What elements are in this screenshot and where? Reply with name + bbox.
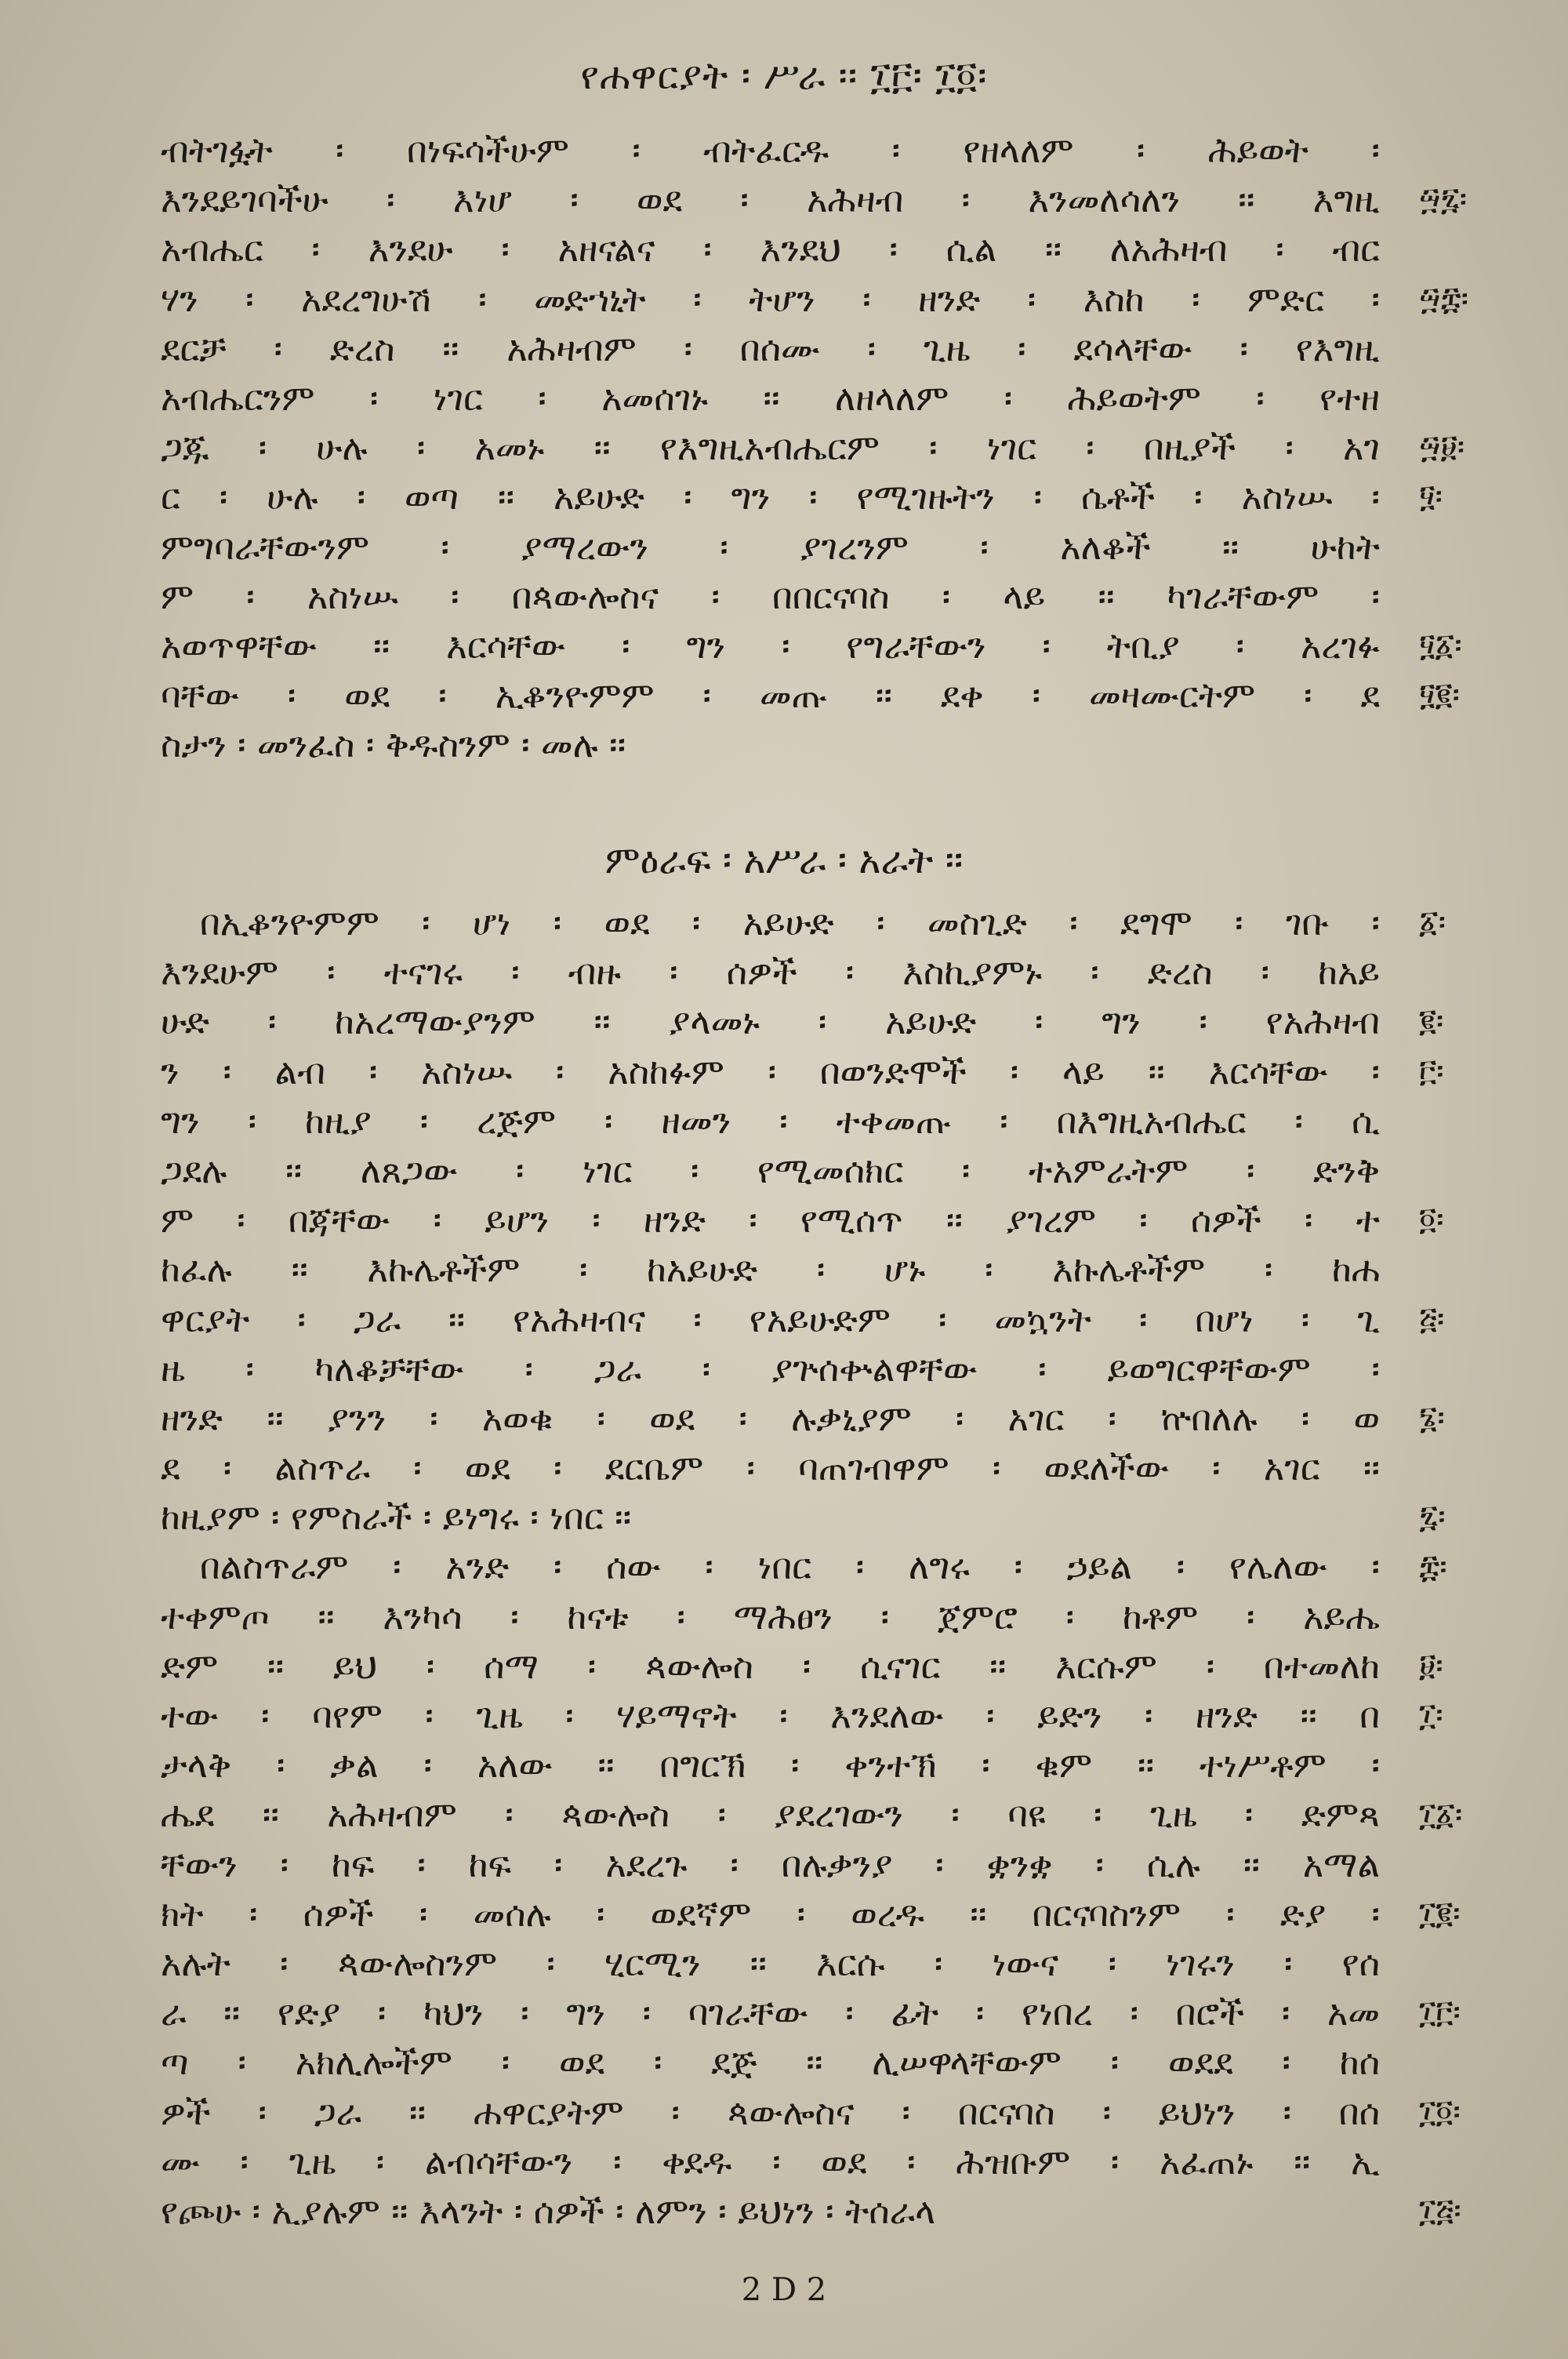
running-header: የሐዋርያት ፡ ሥራ ፡፡ ፲፫፡ ፲፬፡ bbox=[580, 54, 988, 98]
verse-number: ፶፡ bbox=[1419, 478, 1443, 515]
text-line: እንደይገባችሁ ፡ እነሆ ፡ ወደ ፡ አሕዛብ ፡ እንመለሳለን ፡፡ እግዚ bbox=[161, 179, 1380, 221]
verse-number: ፶፩፡ bbox=[1419, 627, 1462, 663]
verse-number: ፲፬፡ bbox=[1419, 2093, 1461, 2130]
text-line: ቸውን ፡ ከፍ ፡ ከፍ ፡ አደረጉ ፡ በሉቃንያ ፡ ቋንቋ ፡ ሲሉ ፡፡ አማል bbox=[161, 1843, 1380, 1885]
verse-number: ፲፭፡ bbox=[1419, 2193, 1461, 2230]
text-line: ድም ፡፡ ይህ ፡ ሰማ ፡ ጳውሎስ ፡ ሲናገር ፡፡ እርሱም ፡ በተመለከ bbox=[161, 1645, 1380, 1687]
chapter-title: ምዕራፍ ፡ አሥራ ፡ አራት ፡፡ bbox=[604, 838, 964, 882]
text-line: ክት ፡ ሰዎች ፡ መሰሉ ፡ ወደኛም ፡ ወረዱ ፡፡ በርናባስንም ፡ ድያ ፡ bbox=[161, 1892, 1380, 1935]
text-line: ን ፡ ልብ ፡ አስነሡ ፡ አስከፉም ፡ በወንድሞች ፡ ላይ ፡፡ እርሳቸው ፡ bbox=[161, 1050, 1380, 1092]
text-line: አወጥዋቸው ፡፡ እርሳቸው ፡ ግን ፡ የግራቸውን ፡ ትቢያ ፡ አረገፉ bbox=[161, 624, 1380, 667]
verse-number: ፮፡ bbox=[1419, 1400, 1445, 1436]
text-line: በልስጥራም ፡ አንድ ፡ ሰው ፡ ነበር ፡ ለግሩ ፡ ኃይል ፡ የሌለው ፡ bbox=[200, 1546, 1380, 1588]
text-line: ዜ ፡ ካለቆቻቸው ፡ ጋራ ፡ ያጕሰቍልዋቸው ፡ ይወግርዋቸውም ፡ bbox=[161, 1347, 1380, 1390]
text-line: ዘንድ ፡፡ ያንን ፡ አወቁ ፡ ወደ ፡ ሉቃኒያም ፡ አገር ፡ ኵበለሉ ፡ ወ bbox=[161, 1397, 1380, 1439]
text-line: ምግባራቸውንም ፡ ያማረውን ፡ ያገረንም ፡ አለቆች ፡፡ ሁከት bbox=[161, 525, 1380, 568]
verse-number: ፲፫፡ bbox=[1419, 1994, 1461, 2031]
text-block-chapter-13 bbox=[161, 125, 1380, 769]
text-line: እንደሁም ፡ ተናገሩ ፡ ብዙ ፡ ሰዎች ፡ እስኪያምኑ ፡ ድረስ ፡ ከአይ bbox=[161, 951, 1380, 994]
verse-number: ፲፩፡ bbox=[1419, 1796, 1463, 1833]
text-line: ም ፡ በጃቸው ፡ ይሆን ፡ ዘንድ ፡ የሚሰጥ ፡፡ ያገረም ፡ ሰዎች ፡ ተ bbox=[161, 1199, 1380, 1241]
text-line: ራ ፡፡ የድያ ፡ ካህን ፡ ግን ፡ ባገራቸው ፡ ፊት ፡ የነበረ ፡ በሮች ፡ አመ bbox=[161, 1992, 1380, 2034]
verse-number: ፰፡ bbox=[1419, 1548, 1447, 1585]
text-line: አብሔርንም ፡ ነገር ፡ አመሰገኑ ፡፡ ለዘላለም ፡ ሕይወትም ፡ የተዘ bbox=[161, 376, 1380, 419]
text-line: ተቀምጦ ፡፡ እንካሳ ፡ ከናቱ ፡ ማሕፀን ፡ ጀምሮ ፡ ከቶም ፡ አይሔ bbox=[161, 1595, 1380, 1637]
text-line: በኢቆንዮምም ፡ ሆነ ፡ ወደ ፡ አይሁድ ፡ መስጊድ ፡ ደግሞ ፡ ገቡ ፡ bbox=[200, 902, 1380, 943]
text-line: ግን ፡ ከዚያ ፡ ረጅም ፡ ዘመን ፡ ተቀመጡ ፡ በእግዚአብሔር ፡ ሲ bbox=[161, 1100, 1380, 1142]
text-line: ታላቅ ፡ ቃል ፡ አለው ፡፡ በግርኽ ፡ ቀንተኽ ፡ ቁም ፡፡ ተነሥቶም ፡ bbox=[161, 1744, 1380, 1787]
text-line: ሁድ ፡ ከአረማውያንም ፡፡ ያላመኑ ፡ አይሁድ ፡ ግን ፡ የአሕዛብ bbox=[161, 1001, 1380, 1043]
verse-number: ፫፡ bbox=[1419, 1052, 1444, 1089]
text-line: ባቸው ፡ ወደ ፡ ኢቆንዮምም ፡ መጡ ፡፡ ደቀ ፡ መዛሙርትም ፡ ደ bbox=[161, 674, 1380, 717]
verse-number: ፲፪፡ bbox=[1419, 1896, 1461, 1932]
text-line: ከፈሉ ፡፡ እኩሌቶችም ፡ ከአይሁድ ፡ ሆኑ ፡ እኩሌቶችም ፡ ከሐ bbox=[161, 1249, 1380, 1291]
verse-number: ፱፡ bbox=[1419, 1648, 1443, 1684]
text-line: ር ፡ ሁሉ ፡ ወጣ ፡፡ አይሁድ ፡ ግን ፡ የሚገዙትን ፡ ሴቶች ፡ አስነሡ ፡ bbox=[161, 476, 1380, 518]
verse-number: ፵፯፡ bbox=[1419, 181, 1468, 218]
verse-number: ፵፱፡ bbox=[1419, 429, 1465, 466]
text-line: ዋርያት ፡ ጋራ ፡፡ የአሕዛብና ፡ የአይሁድም ፡ መኳንት ፡ በሆነ ፡ ጊ bbox=[161, 1298, 1380, 1340]
text-line: ደ ፡ ልስጥራ ፡ ወደ ፡ ደርቤም ፡ ባጠገብዋም ፡ ወደለችው ፡ አገር ፡፡ bbox=[161, 1447, 1380, 1489]
text-line: ሔደ ፡፡ አሕዛብም ፡ ጳውሎስ ፡ ያደረገውን ፡ ባዩ ፡ ጊዜ ፡ ድምጻ bbox=[161, 1794, 1380, 1836]
text-line: አሉት ፡ ጳውሎስንም ፡ ሂርሚን ፡፡ እርሱ ፡ ነውና ፡ ነገሩን ፡ የሰ bbox=[161, 1942, 1380, 1984]
text-line: ከዚያም ፡ የምስራች ፡ ይነግሩ ፡ ነበር ፡፡ bbox=[161, 1496, 632, 1539]
text-line: ስታን ፡ መንፈስ ፡ ቅዱስንም ፡ መሉ ፡፡ bbox=[161, 724, 626, 766]
verse-number: ፪፡ bbox=[1419, 1003, 1444, 1040]
text-line: ጋጁ ፡ ሁሉ ፡ አመኑ ፡፡ የእግዚአብሔርም ፡ ነገር ፡ በዚያች ፡ አገ bbox=[161, 427, 1380, 469]
text-line: አብሔር ፡ እንደሁ ፡ አዘናልና ፡ እንደህ ፡ ሲል ፡፡ ለአሕዛብ ፡ ብር bbox=[161, 228, 1380, 271]
verse-number: ፬፡ bbox=[1419, 1201, 1444, 1238]
text-line: ሙ ፡ ጊዜ ፡ ልብሳቸውን ፡ ቀደዱ ፡ ወደ ፡ ሕዝቡም ፡ አፈጠኑ ፡፡ ኢ bbox=[161, 2140, 1380, 2183]
verse-number: ፶፪፡ bbox=[1419, 677, 1460, 714]
text-line: የጮሁ ፡ ኢያሉም ፡፡ እላንት ፡ ሰዎች ፡ ለምን ፡ ይህነን ፡ ትሰራላ bbox=[161, 2190, 936, 2232]
text-line: ሃን ፡ አደረግሁሽ ፡ መድኀኒት ፡ ትሆን ፡ ዘንድ ፡ እስከ ፡ ምድር ፡ bbox=[161, 278, 1380, 320]
text-line: ጣ ፡ አክሊሎችም ፡ ወደ ፡ ደጅ ፡፡ ሊሠዋላቸውም ፡ ወደደ ፡ ከሰ bbox=[161, 2041, 1380, 2084]
text-line: ም ፡ አስነሡ ፡ በጳውሎስና ፡ በበርናባስ ፡ ላይ ፡፡ ካገራቸውም ፡ bbox=[161, 575, 1380, 617]
text-line: ዎች ፡ ጋራ ፡፡ ሐዋርያትም ፡ ጳውሎስና ፡ በርናባስ ፡ ይህነን ፡ በሰ bbox=[161, 2091, 1380, 2133]
text-line: ጋደሉ ፡፡ ለጸጋው ፡ ነገር ፡ የሚመሰክር ፡ ተአምራትም ፡ ድንቅ bbox=[161, 1149, 1380, 1191]
verse-number: ፩፡ bbox=[1419, 904, 1446, 940]
text-line: ተው ፡ ባየም ፡ ጊዜ ፡ ሃይማኖት ፡ እንደለው ፡ ይድን ፡ ዘንድ ፡፡ በ bbox=[161, 1695, 1380, 1736]
verse-number: ፯፡ bbox=[1419, 1499, 1446, 1536]
text-line: ብትገፏት ፡ በነፍሳችሁም ፡ ብትፈርዱ ፡ የዘላለም ፡ ሕይወት ፡ bbox=[161, 129, 1380, 171]
verse-number: ፲፡ bbox=[1419, 1697, 1443, 1734]
verse-number: ፭፡ bbox=[1419, 1300, 1445, 1337]
text-block-chapter-14 bbox=[161, 898, 1380, 2236]
verse-number: ፵፰፡ bbox=[1419, 280, 1469, 317]
signature-mark: 2 D 2 bbox=[741, 2272, 827, 2308]
text-line: ደርቻ ፡ ድረስ ፡፡ አሕዛብም ፡ በሰሙ ፡ ጊዜ ፡ ደሳላቸው ፡ የእግዚ bbox=[161, 327, 1380, 369]
